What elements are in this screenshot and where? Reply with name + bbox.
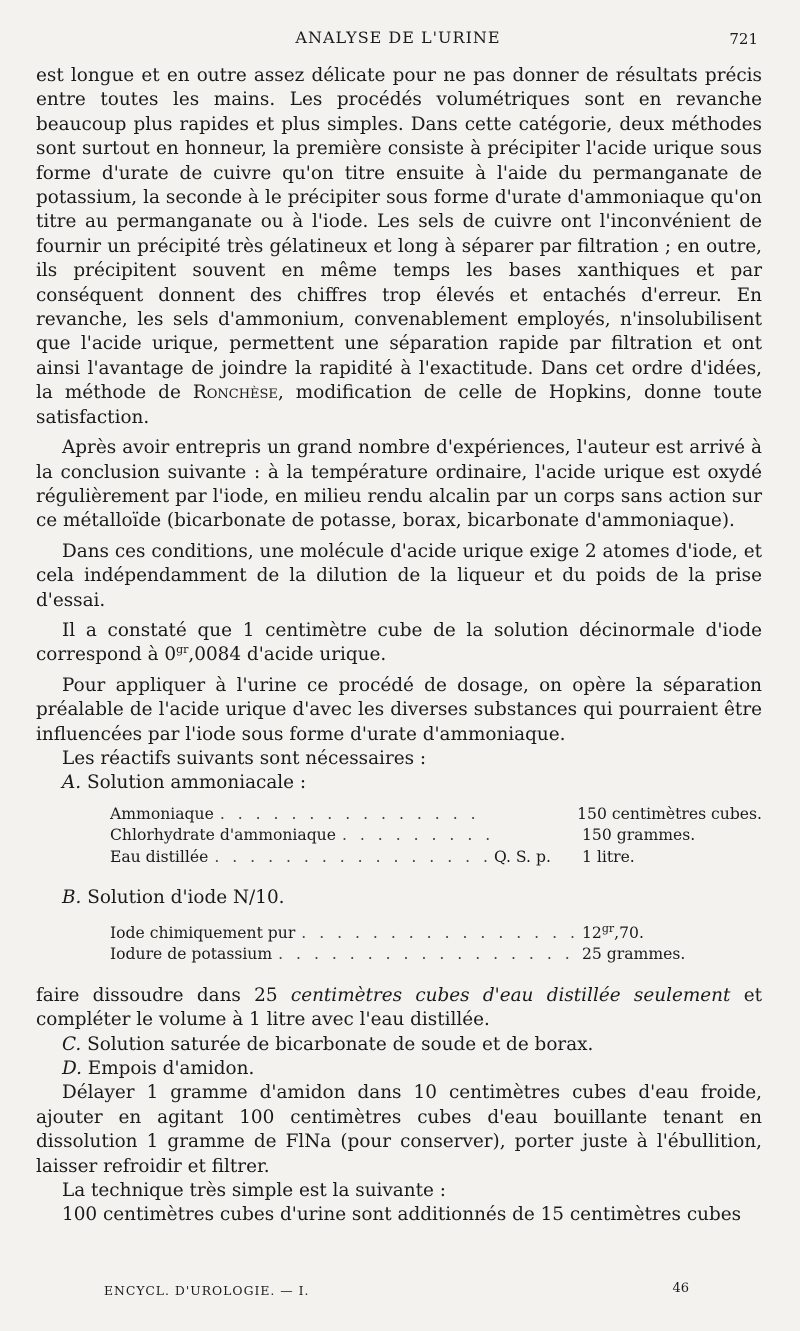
- recipe-table-b: [110, 923, 762, 966]
- section-letter: D.: [62, 1057, 82, 1079]
- paragraph: Les réactifs suivants sont nécessaires :: [62, 747, 427, 769]
- leader-dots: [295, 923, 582, 945]
- page-footer: [104, 1283, 689, 1298]
- paragraph: 100 centimètres cubes d'urine sont additionnés de 15 centimètres cubes: [62, 1204, 742, 1226]
- leader-dots: [336, 825, 494, 847]
- paragraph: Pour appliquer à l'urine ce procédé de dosage, on opère la séparation préalable de l'acide urique d'avec les diverses substances qui pourraient être influencées par l'iode sous forme d'urate d'ammoniaque.: [36, 674, 762, 745]
- section-letter: C.: [62, 1033, 82, 1055]
- recipe-row: Iodure de potassium . . . 25 grammes.: [110, 944, 762, 966]
- paragraph: faire dissoudre dans 25 centimètres cubes d'eau distillée seulement et compléter le volume à 1 litre avec l'eau distillée.: [36, 984, 762, 1031]
- paragraph: Dans ces conditions, une molécule d'acide urique exige 2 atomes d'iode, et cela indépendamment de la dilution de la liqueur et du poids de la prise d'essai.: [36, 540, 762, 611]
- page-number: 721: [729, 30, 758, 48]
- running-title: ANALYSE DE L'URINE: [295, 28, 501, 47]
- paragraph: Après avoir entrepris un grand nombre d'expériences, l'auteur est arrivé à la conclusion suivante : à la température ordinaire, l'acide urique est oxydé régulièrement par l'iode, en milieu rendu alcalin par un corps sans action sur ce métalloïde (bicarbonate de potasse, borax, bicarbonate d'ammoniaque).: [36, 437, 762, 532]
- page-header: [36, 28, 760, 52]
- recipe-row: Chlorhydrate d'ammoniaque . . . 150 grammes.: [110, 825, 762, 847]
- section-a-heading: A. Solution ammoniacale :: [62, 772, 307, 794]
- emphasis: centimètres cubes d'eau distillée seulement: [290, 984, 731, 1006]
- paragraph: Délayer 1 gramme d'amidon dans 10 centimètres cubes d'eau froide, ajouter en agitant 100 centimètres cubes d'eau bouillante tenant en dissolution 1 gramme de FlNa (pour conserver), porter juste à l'ébullition, laisser refroidir et filtrer.: [36, 1082, 762, 1177]
- paragraph: Il a constaté que 1 centimètre cube de la solution décinormale d'iode correspond à $0^{gr},0084$ d'acide urique.: [36, 619, 762, 666]
- leader-dots: [214, 804, 489, 826]
- recipe-row: Iode chimiquement pur . . . $12^{gr},70$.: [110, 923, 762, 945]
- paragraph: est longue et en outre assez délicate pour ne pas donner de résultats précis entre toutes les mains. Les procédés volumétriques sont en revanche beaucoup plus rapides et plus simples. Dans cette catégorie, deux méthodes sont surtout en honneur, la première consiste à précipiter l'acide urique sous forme d'urate de cuivre qu'on titre ensuite à l'aide du permanganate de potassium, la seconde à le précipiter sous forme d'urate d'ammoniaque qu'on titre au permanganate ou à l'iode. Les sels de cuivre ont l'inconvénient de fournir un précipité très gélatineux et long à séparer par filtration ; en outre, ils précipitent souvent en même temps les bases xanthiques et par conséquent donnent des chiffres trop élevés et entachés d'erreur. En revanche, les sels d'ammonium, convenablement employés, n'insolubilisent que l'acide urique, permettent une séparation rapide par filtration et ont ainsi l'avantage de joindre la rapidité à l'exactitude. Dans cet ordre d'idées, la méthode de Ronchèse, modification de celle de Hopkins, donne toute satisfaction.: [36, 65, 763, 428]
- leader-dots: [208, 847, 494, 869]
- signature-mark: 46: [672, 1281, 689, 1296]
- recipe-row: Eau distillée . . . Q. S. p. 1 litre.: [110, 847, 762, 869]
- footer-title: ENCYCL. D'UROLOGIE. — I.: [104, 1283, 310, 1298]
- section-c: C. Solution saturée de bicarbonate de soude et de borax.: [62, 1033, 594, 1055]
- section-letter: B.: [62, 887, 82, 909]
- section-b-heading: B. Solution d'iode N/10.: [62, 887, 285, 909]
- page-body: [36, 64, 762, 1228]
- author-name: Ronchèse: [192, 382, 278, 404]
- leader-dots: [272, 944, 582, 966]
- recipe-row: Ammoniaque . . . 150 centimètres cubes.: [110, 804, 762, 826]
- section-letter: A.: [62, 772, 82, 794]
- section-d: D. Empois d'amidon.: [62, 1057, 255, 1079]
- recipe-table-a: [110, 804, 762, 869]
- paragraph: La technique très simple est la suivante :: [62, 1179, 446, 1201]
